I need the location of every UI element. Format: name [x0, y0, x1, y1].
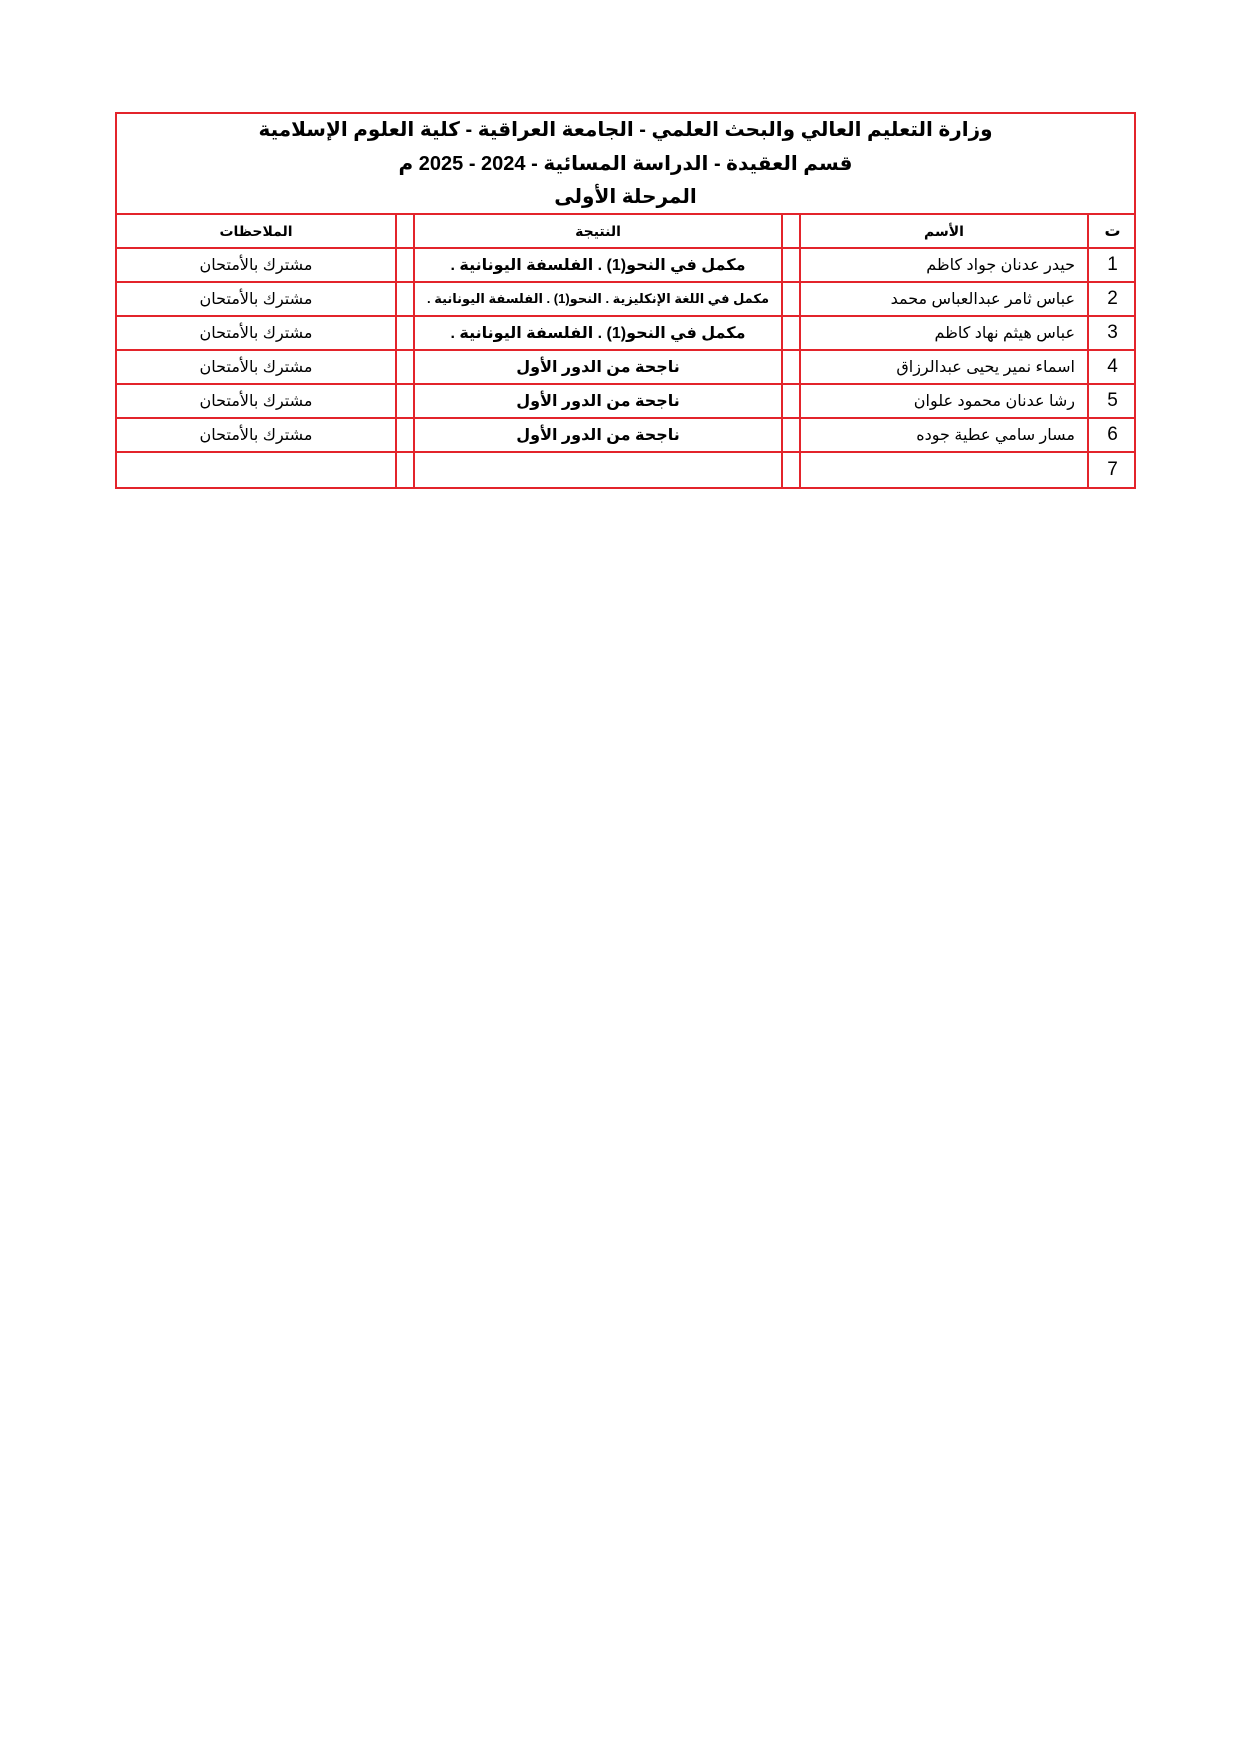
row-result: مكمل في النحو(1) . الفلسفة اليونانية . [450, 257, 746, 274]
row-student-name: عباس هيثم نهاد كاظم [934, 325, 1075, 342]
row-notes [117, 453, 395, 487]
header-department-line: قسم العقيدة - الدراسة المسائية - 2024 - 2025 م [398, 153, 853, 175]
row-student-name: مسار سامي عطية جوده [916, 427, 1075, 444]
sheet-header [117, 114, 1134, 214]
row-notes: مشترك بالأمتحان [199, 257, 313, 274]
column-header-result: النتيجة [575, 222, 621, 239]
row-student-name: حيدر عدنان جواد كاظم [926, 257, 1075, 274]
row-notes: مشترك بالأمتحان [199, 427, 313, 444]
column-header-name: الأسم [924, 222, 964, 239]
row-notes: مشترك بالأمتحان [199, 393, 313, 410]
row-student-name: عباس ثامر عبدالعباس محمد [890, 291, 1075, 308]
row-notes: مشترك بالأمتحان [199, 291, 313, 308]
row-result: ناجحة من الدور الأول [516, 359, 680, 376]
column-divider [781, 213, 783, 489]
header-stage-line: المرحلة الأولى [554, 186, 697, 208]
row-notes: مشترك بالأمتحان [199, 325, 313, 342]
row-result: مكمل في النحو(1) . الفلسفة اليونانية . [450, 325, 746, 342]
column-header-notes: الملاحظات [219, 222, 293, 239]
header-ministry-line: وزارة التعليم العالي والبحث العلمي - الجامعة العراقية - كلية العلوم الإسلامية [258, 119, 993, 141]
column-divider [395, 213, 397, 489]
row-seq: 2 [1107, 288, 1118, 309]
row-seq: 5 [1107, 390, 1118, 411]
row-result [415, 453, 781, 487]
row-seq: 7 [1107, 459, 1118, 480]
row-result: مكمل في اللغة الإنكليزية . النحو(1) . الفلسفة اليونانية . [427, 291, 770, 306]
row-result: ناجحة من الدور الأول [516, 427, 680, 444]
row-student-name [801, 453, 1087, 487]
row-seq: 1 [1107, 254, 1118, 275]
row-seq: 3 [1107, 322, 1118, 343]
row-seq: 6 [1107, 424, 1118, 445]
row-result: ناجحة من الدور الأول [516, 393, 680, 410]
column-header-seq: ت [1104, 223, 1121, 240]
row-student-name: اسماء نمير يحيى عبدالرزاق [896, 359, 1075, 376]
row-student-name: رشا عدنان محمود علوان [913, 393, 1075, 410]
results-sheet [115, 112, 1136, 489]
row-seq: 4 [1107, 356, 1118, 377]
row-notes: مشترك بالأمتحان [199, 359, 313, 376]
